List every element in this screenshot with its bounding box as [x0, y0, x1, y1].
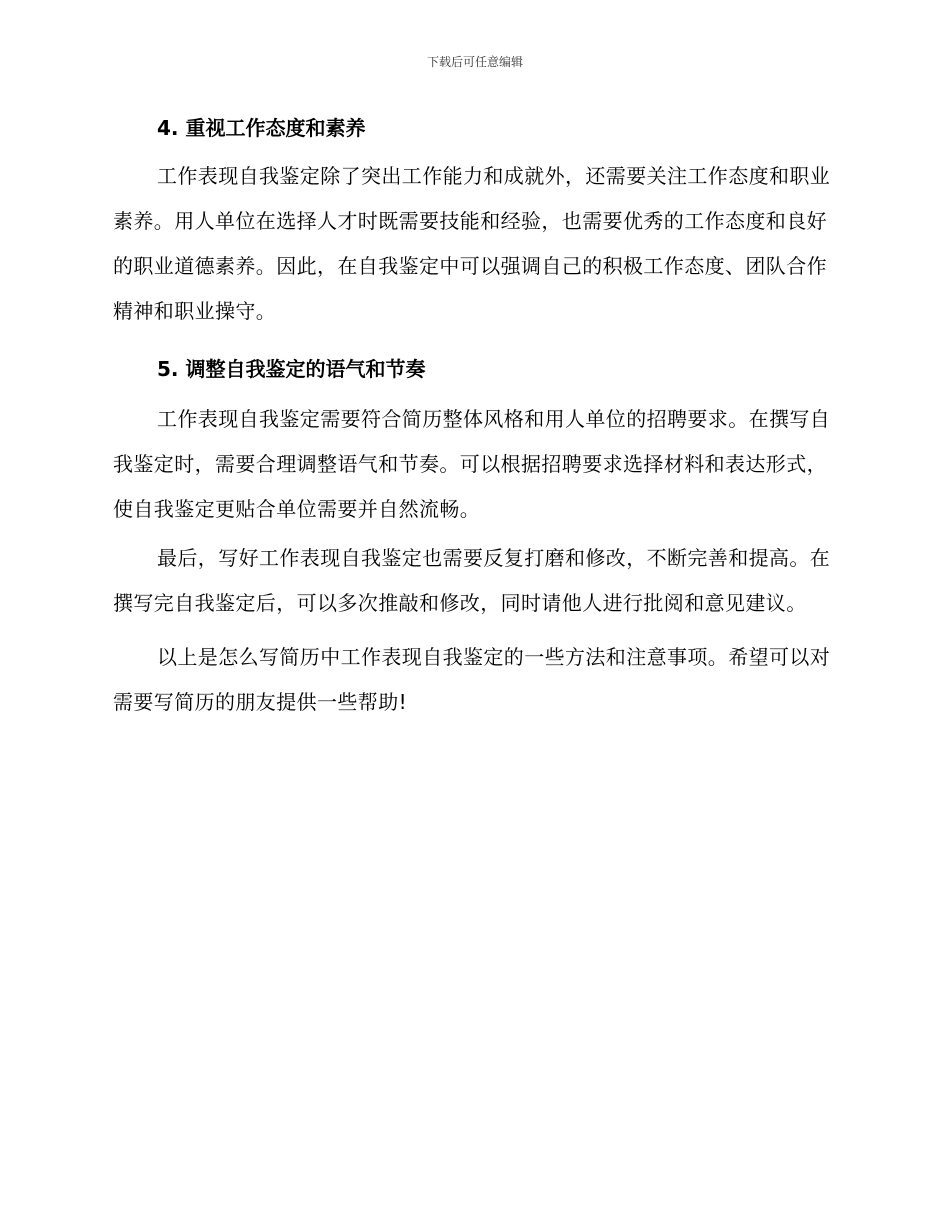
- paragraph-revision: 最后，写好工作表现自我鉴定也需要反复打磨和修改，不断完善和提高。在撰写完自我鉴定后，可以多次推敲和修改，同时请他人进行批阅和意见建议。: [113, 546, 831, 615]
- section-heading-4: 4. 重视工作态度和素养: [157, 116, 366, 140]
- paragraph-conclusion: 以上是怎么写简历中工作表现自我鉴定的一些方法和注意事项。希望可以对需要写简历的朋友提供一些帮助!: [113, 645, 831, 714]
- paragraph-work-attitude: 工作表现自我鉴定除了突出工作能力和成就外，还需要关注工作态度和职业素养。用人单位在选择人才时既需要技能和经验，也需要优秀的工作态度和良好的职业道德素养。因此，在自我鉴定中可以强调自己的积极工作态度、团队合作精神和职业操守。: [113, 164, 831, 323]
- paragraph-tone-rhythm: 工作表现自我鉴定需要符合简历整体风格和用人单位的招聘要求。在撰写自我鉴定时，需要合理调整语气和节奏。可以根据招聘要求选择材料和表达形式，使自我鉴定更贴合单位需要并自然流畅。: [113, 407, 831, 521]
- section-heading-5: 5. 调整自我鉴定的语气和节奏: [157, 357, 426, 381]
- document-body: [113, 112, 835, 725]
- page-header: 下载后可任意编辑: [426, 55, 523, 69]
